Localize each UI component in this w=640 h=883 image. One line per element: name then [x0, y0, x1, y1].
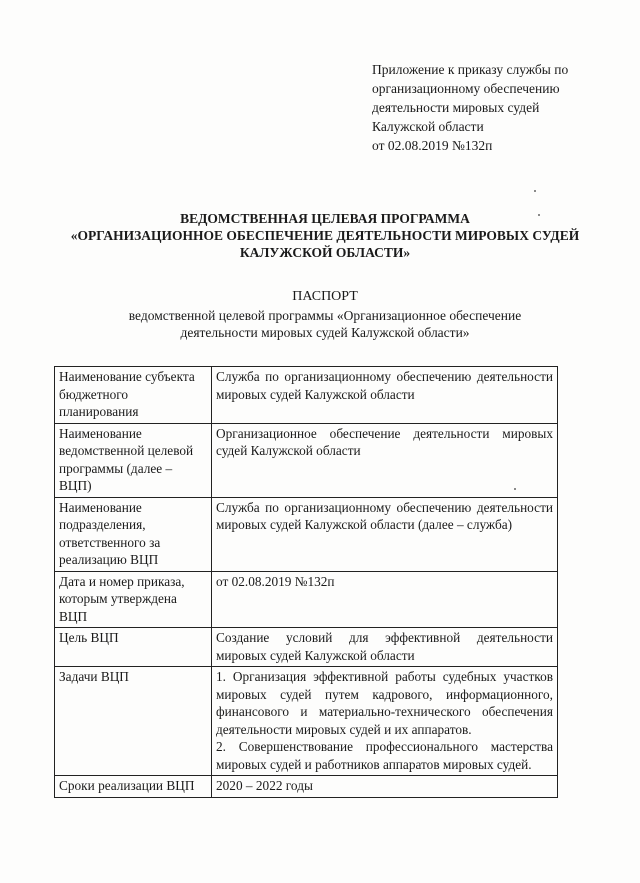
row-label: Сроки реализации ВЦП	[55, 776, 212, 798]
row-label: Наименование подразделения, ответственного за реализацию ВЦП	[55, 497, 212, 571]
table-row	[55, 423, 558, 497]
scan-speck	[514, 488, 516, 490]
title-line: ВЕДОМСТВЕННАЯ ЦЕЛЕВАЯ ПРОГРАММА	[180, 211, 470, 226]
row-label: Задачи ВЦП	[55, 667, 212, 776]
row-value: от 02.08.2019 №132п	[212, 571, 558, 628]
task-item: 1. Организация эффективной работы судебных участков мировых судей путем кадрового, информационного, финансового и материально-технического обеспечения деятельности мировых судей и их аппаратов.	[216, 669, 553, 737]
row-value: Служба по организационному обеспечению деятельности мировых судей Калужской области (далее – служба)	[212, 497, 558, 571]
row-value: Создание условий для эффективной деятельности мировых судей Калужской области	[212, 628, 558, 667]
table-row	[55, 571, 558, 628]
row-label: Наименование ведомственной целевой программы (далее – ВЦП)	[55, 423, 212, 497]
row-label: Наименование субъекта бюджетного планирования	[55, 367, 212, 424]
document-title	[40, 210, 610, 261]
passport-subtitle-line: деятельности мировых судей Калужской области»	[180, 325, 470, 340]
passport-heading: ПАСПОРТ	[292, 289, 358, 304]
task-item: 2. Совершенствование профессионального мастерства мировых судей и работников аппаратов мировых судей.	[216, 739, 553, 772]
row-label: Дата и номер приказа, которым утверждена ВЦП	[55, 571, 212, 628]
table-row	[55, 367, 558, 424]
appendix-line: организационному обеспечению	[372, 81, 560, 96]
table-row	[55, 667, 558, 776]
appendix-line: Приложение к приказу службы по	[372, 62, 569, 77]
table-row	[55, 776, 558, 798]
table-row	[55, 497, 558, 571]
appendix-line: Калужской области	[372, 119, 484, 134]
row-value: Организационное обеспечение деятельности мировых судей Калужской области	[212, 423, 558, 497]
passport-header	[40, 288, 610, 341]
title-line: КАЛУЖСКОЙ ОБЛАСТИ»	[239, 245, 411, 260]
appendix-note	[372, 60, 568, 155]
table-row	[55, 628, 558, 667]
title-line: «ОРГАНИЗАЦИОННОЕ ОБЕСПЕЧЕНИЕ ДЕЯТЕЛЬНОСТИ МИРОВЫХ СУДЕЙ	[70, 228, 580, 243]
row-value: Служба по организационному обеспечению деятельности мировых судей Калужской области	[212, 367, 558, 424]
appendix-line: деятельности мировых судей	[372, 100, 540, 115]
passport-subtitle-line: ведомственной целевой программы «Организационное обеспечение	[128, 308, 522, 323]
row-value	[212, 667, 558, 776]
appendix-line: от 02.08.2019 №132п	[372, 138, 493, 153]
scan-speck	[538, 214, 540, 216]
passport-table	[54, 366, 558, 798]
row-value: 2020 – 2022 годы	[212, 776, 558, 798]
row-label: Цель ВЦП	[55, 628, 212, 667]
scan-speck	[534, 190, 536, 192]
